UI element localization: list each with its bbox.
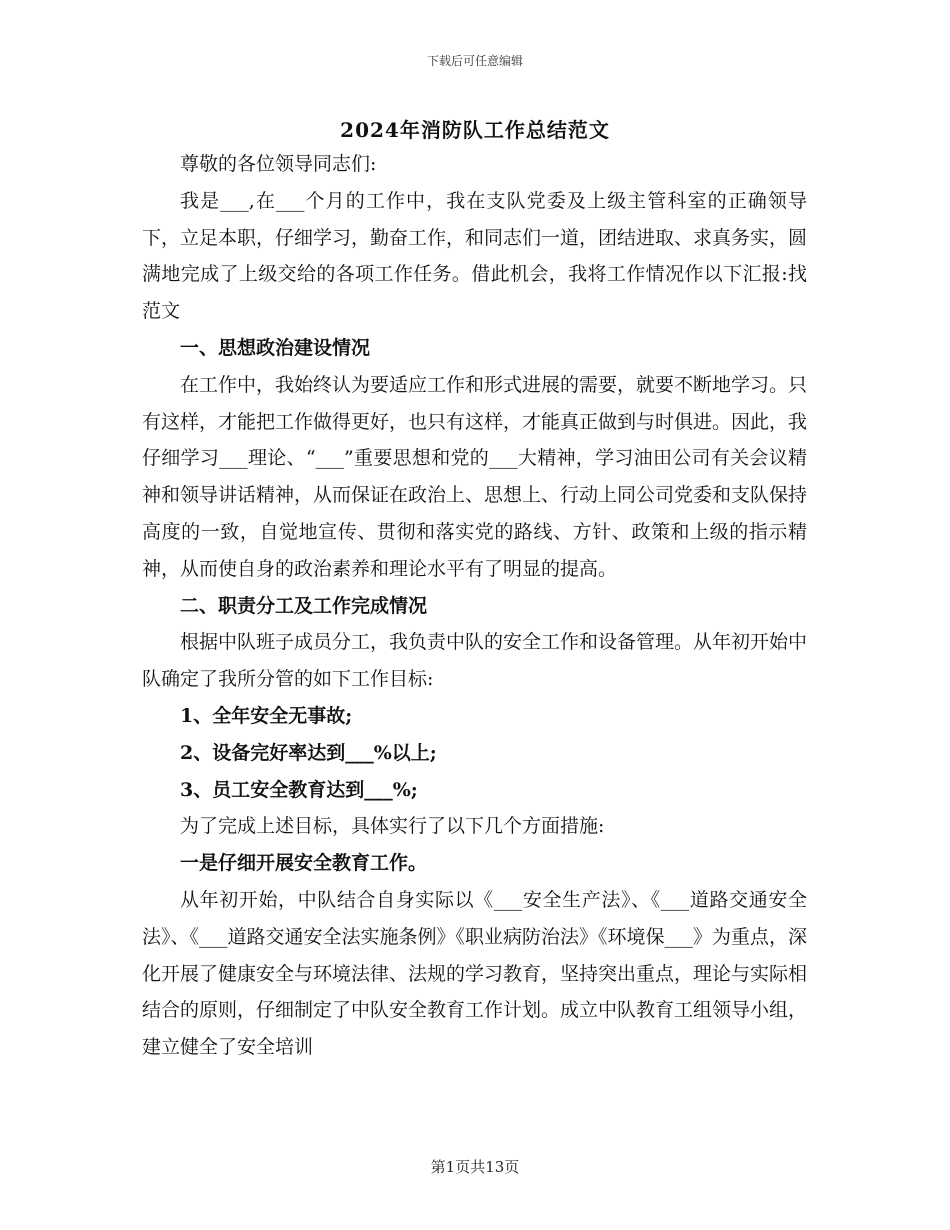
goal-item-3: 3、员工安全教育达到___%; [180, 778, 418, 801]
header-note: 下载后可任意编辑 [426, 54, 523, 68]
section-heading-1: 一、思想政治建设情况 [180, 336, 371, 359]
paragraph-intro: 我是___,在___个月的工作中，我在支队党委及上级主管科室的正确领导下，立足本职，仔细学习，勤奋工作，和同志们一道，团结进取、求真务实，圆满地完成了上级交给的各项工作任务。借此机会，我将工作情况作以下汇报:找范文 [142, 189, 808, 323]
page-footer: 第1页共13页 [430, 1158, 520, 1176]
measure-heading-1: 一是仔细开展安全教育工作。 [180, 852, 428, 875]
paragraph-safety-education: 从年初开始，中队结合自身实际以《___安全生产法》、《___道路交通安全法》、《___道路交通安全法实施条例》《职业病防治法》《环境保___》为重点，深化开展了健康安全与环境法律、法规的学习教育，坚持突出重点，理论与实际相结合的原则，仔细制定了中队安全教育工作计划。成立中队教育工组领导小组，建立健全了安全培训 [142, 888, 808, 1059]
goal-item-2: 2、设备完好率达到___%以上; [180, 741, 437, 764]
paragraph-greeting: 尊敬的各位领导同志们: [180, 153, 377, 175]
section-heading-2: 二、职责分工及工作完成情况 [180, 594, 428, 617]
paragraph-measures: 为了完成上述目标，具体实行了以下几个方面措施: [180, 815, 605, 838]
paragraph-duties: 根据中队班子成员分工，我负责中队的安全工作和设备管理。从年初开始中队确定了我所分管的如下工作目标: [142, 631, 808, 691]
document-body [142, 146, 807, 1066]
document-title: 2024年消防队工作总结范文 [340, 118, 610, 142]
goal-item-1: 1、全年安全无事故; [180, 704, 353, 727]
paragraph-political: 在工作中，我始终认为要适应工作和形式进展的需要，就要不断地学习。只有这样，才能把工作做得更好，也只有这样，才能真正做到与时俱进。因此，我仔细学习___理论、“___”重要思想和党的___大精神，学习油田公司有关会议精神和领导讲话精神，从而保证在政治上、思想上、行动上同公司党委和支队保持高度的一致，自觉地宣传、贯彻和落实党的路线、方针、政策和上级的指示精神，从而使自身的政治素养和理论水平有了明显的提高。 [142, 373, 808, 580]
